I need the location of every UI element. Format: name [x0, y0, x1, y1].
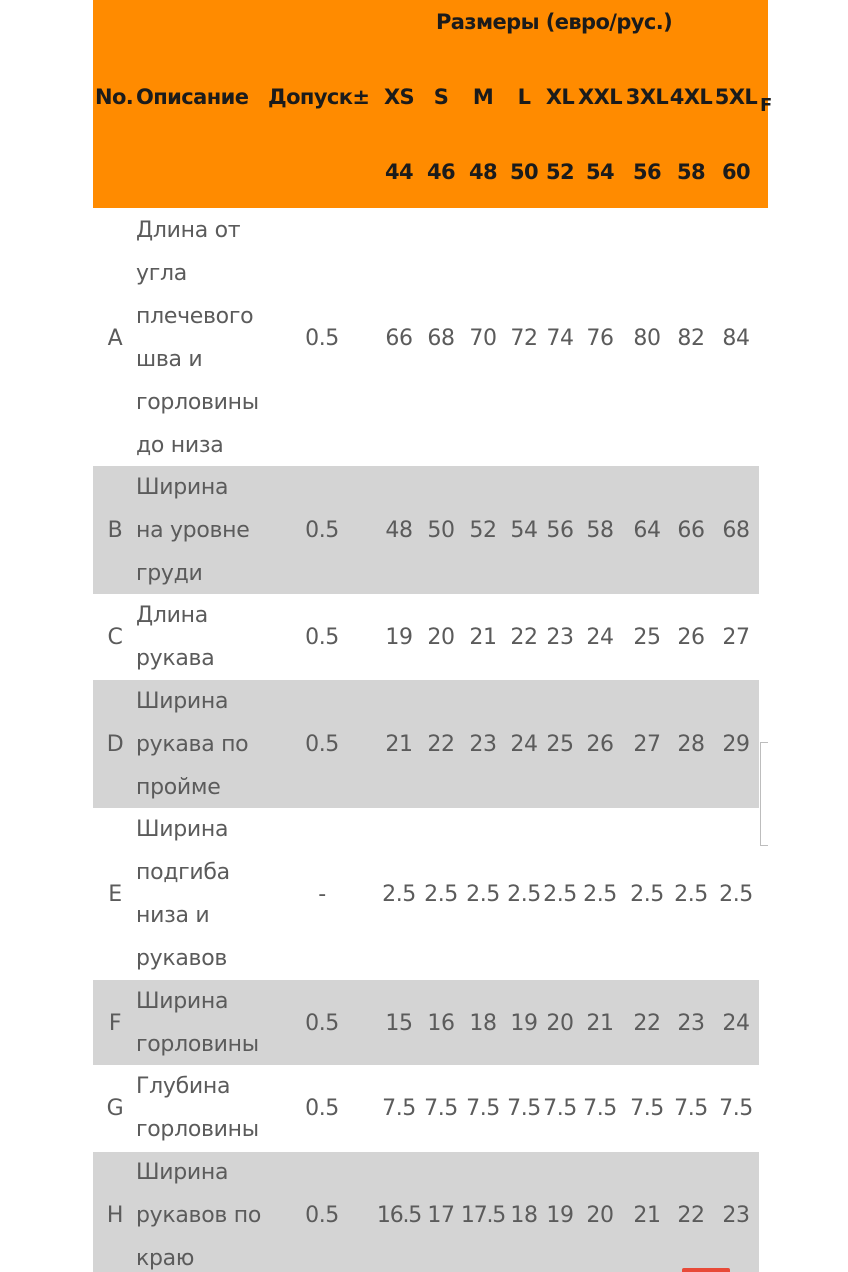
row-description-line: Глубина	[136, 1074, 231, 1099]
size-value-cell: 19	[510, 1010, 538, 1036]
row-code: D	[106, 732, 124, 757]
row-description-line: груди	[136, 561, 203, 586]
description-column-header: Описание	[136, 85, 249, 109]
size-value-cell: 66	[385, 325, 413, 351]
ru-size-header-54: 54	[585, 160, 615, 184]
size-value-cell: 17.5	[460, 1203, 506, 1228]
size-value-cell: 2.5	[424, 881, 458, 907]
bottom-tab-indicator	[682, 1268, 730, 1272]
row-tolerance: 0.5	[305, 325, 339, 351]
size-header-m: M	[472, 85, 494, 109]
row-tolerance: 0.5	[305, 624, 339, 650]
size-value-cell: 66	[677, 518, 705, 543]
size-value-cell: 26	[586, 732, 614, 757]
ru-size-header-56: 56	[632, 160, 662, 184]
size-value-cell: 7.5	[382, 1095, 416, 1121]
size-value-cell: 7.5	[583, 1095, 617, 1121]
size-header-4xl: 4XL	[669, 85, 713, 109]
size-value-cell: 22	[510, 624, 538, 650]
row-description-line: рукавов	[136, 946, 228, 971]
size-value-cell: 2.5	[583, 881, 617, 907]
size-value-cell: 20	[546, 1010, 574, 1036]
size-value-cell: 26	[677, 624, 705, 650]
scroll-edge-marker	[760, 742, 768, 846]
size-value-cell: 20	[427, 624, 455, 650]
tolerance-column-header: Допуск±	[268, 85, 370, 109]
size-header-l: L	[517, 85, 531, 109]
row-description-line: Длина от	[136, 218, 241, 243]
row-description-line: рукава по	[136, 732, 249, 757]
size-value-cell: 74	[546, 325, 574, 351]
size-value-cell: 72	[510, 325, 538, 351]
ru-size-header-50: 50	[509, 160, 539, 184]
size-value-cell: 24	[586, 624, 614, 650]
size-value-cell: 21	[385, 732, 413, 757]
ru-size-header-46: 46	[426, 160, 456, 184]
row-description-line: Ширина	[136, 817, 229, 842]
size-value-cell: 76	[586, 325, 614, 351]
size-value-cell: 21	[469, 624, 497, 650]
ru-size-header-58: 58	[676, 160, 706, 184]
size-value-cell: 19	[385, 624, 413, 650]
size-value-cell: 2.5	[543, 881, 577, 907]
size-value-cell: 7.5	[630, 1095, 664, 1121]
size-value-cell: 7.5	[424, 1095, 458, 1121]
size-value-cell: 22	[427, 732, 455, 757]
row-code: F	[108, 1010, 122, 1036]
size-value-cell: 7.5	[507, 1095, 541, 1121]
size-value-cell: 2.5	[719, 881, 753, 907]
size-value-cell: 25	[546, 732, 574, 757]
row-description-line: пройме	[136, 775, 221, 800]
size-value-cell: 2.5	[630, 881, 664, 907]
size-value-cell: 20	[586, 1203, 614, 1228]
size-value-cell: 54	[510, 518, 538, 543]
size-value-cell: 7.5	[674, 1095, 708, 1121]
size-value-cell: 28	[677, 732, 705, 757]
row-code: A	[107, 325, 123, 351]
size-value-cell: 58	[586, 518, 614, 543]
size-header-xs: XS	[383, 85, 415, 109]
size-value-cell: 22	[633, 1010, 661, 1036]
ru-size-header-48: 48	[468, 160, 498, 184]
size-value-cell: 50	[427, 518, 455, 543]
size-value-cell: 23	[677, 1010, 705, 1036]
row-description-line: Ширина	[136, 689, 229, 714]
size-value-cell: 2.5	[382, 881, 416, 907]
row-tolerance: 0.5	[305, 518, 339, 543]
size-value-cell: 70	[469, 325, 497, 351]
size-value-cell: 15	[385, 1010, 413, 1036]
size-value-cell: 7.5	[543, 1095, 577, 1121]
row-description-line: краю	[136, 1246, 195, 1271]
size-value-cell: 2.5	[674, 881, 708, 907]
size-value-cell: 29	[722, 732, 750, 757]
row-description-line: горловины	[136, 390, 259, 415]
row-code: B	[107, 518, 123, 543]
row-description-line: Ширина	[136, 989, 229, 1014]
size-header-xxl: XXL	[578, 85, 622, 109]
row-description-line: на уровне	[136, 518, 250, 543]
size-value-cell: 2.5	[507, 881, 541, 907]
row-code: C	[107, 624, 123, 650]
size-value-cell: 22	[677, 1203, 705, 1228]
size-header-s: S	[433, 85, 449, 109]
row-code: G	[106, 1095, 124, 1121]
size-value-cell: 2.5	[466, 881, 500, 907]
size-value-cell: 84	[722, 325, 750, 351]
size-value-cell: 24	[722, 1010, 750, 1036]
row-description-line: шва и	[136, 347, 203, 372]
row-description-line: угла	[136, 261, 187, 286]
size-value-cell: 23	[469, 732, 497, 757]
row-description-line: Ширина	[136, 1160, 229, 1185]
size-value-cell: 27	[722, 624, 750, 650]
size-value-cell: 82	[677, 325, 705, 351]
size-value-cell: 24	[510, 732, 538, 757]
row-description-line: плечевого	[136, 304, 254, 329]
row-tolerance: 0.5	[305, 1010, 339, 1036]
size-value-cell: 23	[546, 624, 574, 650]
size-header-5xl: 5XL	[714, 85, 758, 109]
size-value-cell: 56	[546, 518, 574, 543]
size-value-cell: 21	[633, 1203, 661, 1228]
size-header-xl: XL	[545, 85, 575, 109]
size-value-cell: 7.5	[719, 1095, 753, 1121]
size-value-cell: 7.5	[466, 1095, 500, 1121]
row-code: E	[108, 881, 122, 907]
size-value-cell: 18	[469, 1010, 497, 1036]
sizes-heading: Размеры (евро/рус.)	[436, 10, 673, 34]
row-description-line: рукава	[136, 646, 215, 671]
size-value-cell: 80	[633, 325, 661, 351]
size-value-cell: 27	[633, 732, 661, 757]
size-value-cell: 64	[633, 518, 661, 543]
row-description-line: рукавов по	[136, 1203, 261, 1228]
size-value-cell: 23	[722, 1203, 750, 1228]
size-value-cell: 16.5	[376, 1203, 422, 1228]
clipped-column-header: F	[760, 95, 772, 116]
row-description-line: низа и	[136, 903, 210, 928]
row-code: H	[106, 1203, 124, 1228]
ru-size-header-52: 52	[545, 160, 575, 184]
row-tolerance: 0.5	[305, 1203, 339, 1228]
row-description-line: горловины	[136, 1117, 259, 1142]
row-description-line: Длина	[136, 603, 208, 628]
size-header-3xl: 3XL	[625, 85, 669, 109]
size-value-cell: 25	[633, 624, 661, 650]
row-tolerance: -	[318, 881, 326, 907]
size-value-cell: 48	[385, 518, 413, 543]
size-value-cell: 68	[722, 518, 750, 543]
size-value-cell: 21	[586, 1010, 614, 1036]
row-tolerance: 0.5	[305, 1095, 339, 1121]
row-description-line: Ширина	[136, 475, 229, 500]
size-value-cell: 17	[427, 1203, 455, 1228]
row-description-line: горловины	[136, 1032, 259, 1057]
size-value-cell: 18	[510, 1203, 538, 1228]
row-tolerance: 0.5	[305, 732, 339, 757]
size-value-cell: 52	[469, 518, 497, 543]
size-value-cell: 68	[427, 325, 455, 351]
row-description-line: до низа	[136, 433, 224, 458]
size-value-cell: 16	[427, 1010, 455, 1036]
no-column-header: No.	[95, 85, 134, 109]
size-value-cell: 19	[546, 1203, 574, 1228]
row-description-line: подгиба	[136, 860, 230, 885]
ru-size-header-60: 60	[721, 160, 751, 184]
ru-size-header-44: 44	[384, 160, 414, 184]
